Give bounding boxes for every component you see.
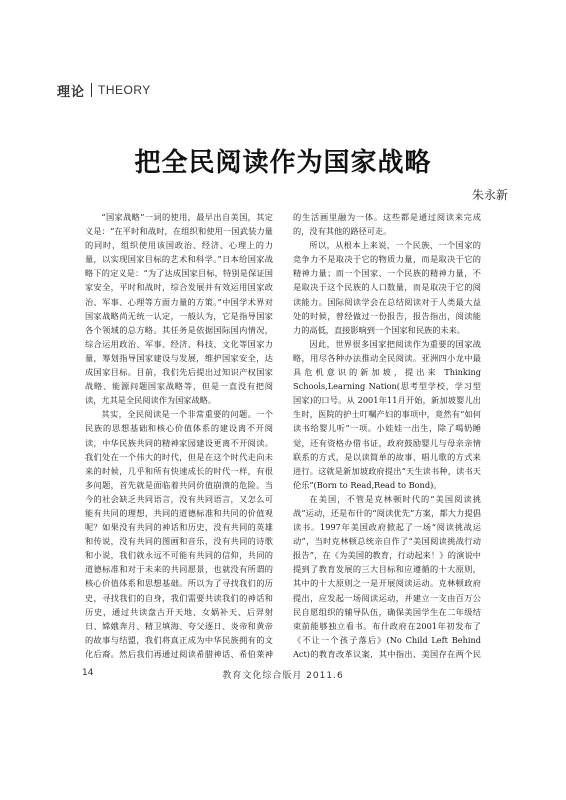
page-number: 14 (82, 668, 94, 678)
article-title: 把全民阅读作为国家战略 (134, 148, 432, 178)
section-header (57, 80, 151, 100)
article-author: 朱永新 (471, 188, 508, 202)
article-body (85, 210, 481, 658)
paragraph: 其实，全民阅读是一个非常重要的问题。一个民族的思想基础和核心价值体系的建设离不开阅读，中华民族共同的精神家园建设更离不开阅读。我们处在一个伟大的时代，但是在这个时代走向未来的时候，几乎和所有快速成长的时代一样，有很多问题，首先就是面临着共同价值崩溃的危险。当今的社会缺乏共同语言，没有共同语言，又怎么可能有共同的理想，共同的道德标准和共同的价值观呢？如果没有共同的神话和历史，没有共同的英雄和传说，没有共同的图画和音乐，没有共同的诗歌和小说，我们就永远不可能有共同的信仰，共同的道德标准和对于未来的共同愿景，也就没有所谓的核心价值体系和思想基础。所以为了寻找我们的历史，寻找我们的自身，我们需要共读我们的神话和历史，通过共读盘古开天地、女娲补天、后羿射日、嫦娥奔月、精卫填海、夸父逐日、炎帝和黄帝的故事与结盟，我们将真正成为中华民族拥有的文化后裔。然后我们再通过阅读希腊神话、希伯莱神 (85, 409, 273, 658)
page-footer (82, 668, 484, 684)
section-divider (91, 83, 92, 97)
paragraph: 的生活画里融为一体。这些都是通过阅读来完成的，没有其他的路径可走。 (293, 212, 481, 237)
paragraph: 所以，从根本上来说，一个民族、一个国家的竞争力不是取决于它的物质力量，而是取决于它的精神力量；而一个国家、一个民族的精神力量，不是取决于这个民族的人口数量，而是取决于它的阅读能力。国际阅读学会在总结阅读对于人类最大益处的时候，曾经做过一份报告，报告指出，阅读能力的高低，直接影响到一个国家和民族的未来。 (293, 240, 481, 335)
journal-name: 教育文化综合版月 2011.6 (222, 671, 344, 681)
right-column (293, 210, 481, 658)
section-name-chinese: 理论 (57, 84, 86, 100)
paragraph: “国家战略”一词的使用，最早出自美国，其定义是：“在平时和战时，在组织和使用一国武装力量的同时，组织使用该国政治、经济、心理上的力量，以实现国家目标的艺术和科学。”日本给国家战略下的定义是：“为了达成国家目标，特别是保证国家安全，平时和战时，综合发展并有效运用国家政治、军事、心理等方面力量的方策。”中国学术界对国家战略尚无统一认定，一般认为，它是指导国家各个领域的总方略。其任务是依据国际国内情况，综合运用政治、军事、经济、科技、文化等国家力量，筹划指导国家建设与发展，维护国家安全，达成国家目标。目前，我们先后提出过知识产权国家战略、能源问题国家战略等，但是一直没有把阅读，尤其是全民阅读作为国家战略。 (85, 212, 273, 406)
left-column (85, 210, 273, 658)
paragraph: 因此，世界很多国家把阅读作为重要的国家战略，用尽各种办法推动全民阅读。亚洲四小龙中最具危机意识的新加坡，提出来 Thinking Schools,Learning Nation(思考型学校，学习型国家)的口号。从 2001年11月开始，新加坡婴儿出生时，医院的护士叮嘱产妇的事项中，竟然有“如何读书给婴儿听”一项。小娃娃一出生，除了喝奶睡觉，还有资格办借书证，政府鼓励婴儿与母亲亲情联系的方式，是以读简单的故事、唱儿歌的方式来进行。这就是新加坡政府提出“天生读书种，读书天伦乐”(Born to Read,Read to Bond)。 (293, 338, 481, 490)
paragraph: 在美国，不管是克林顿时代的“美国阅读挑战”运动，还是布什的“阅读优先”方案，都大力提倡读书。1997年美国政府掀起了一场“阅读挑战运动”，当时克林顿总统亲自作了“美国阅读挑战行动报告”，在《为美国的教育，行动起来！》的演说中提到了教育发展的三大目标和应遵循的十大原则，其中的十大原则之一是开展阅读运动。克林顿政府提出，应发起一场阅读运动，并建立一支由百万公民自愿组织的辅导队伍，确保美国学生在二年级结束前能够独立看书。布什政府在2001年初发布了《不让一个孩子落后》(No Child Left Behind Act)的教育改革议案，其中指出，美国存在两个民 (293, 493, 481, 658)
section-name-english: THEORY (98, 83, 151, 97)
